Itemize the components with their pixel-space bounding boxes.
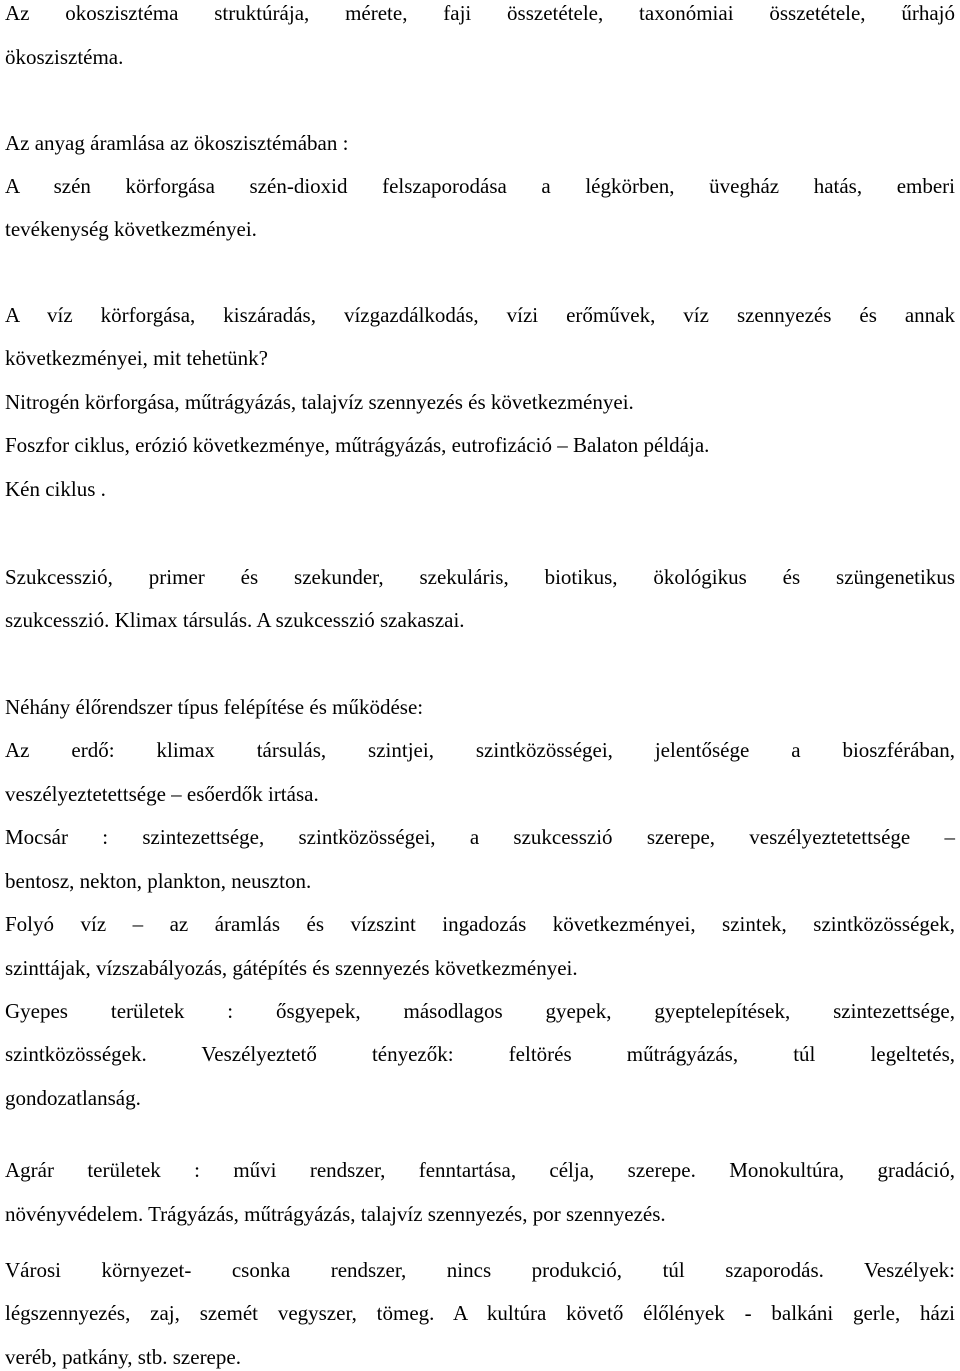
text-line: Agrár területek : művi rendszer, fenntartása, célja, szerepe. Monokultúra, gradáció, (5, 1158, 955, 1182)
text-line: Folyó víz – az áramlás és vízszint ingadozás következményei, szintek, szintközösségek, (5, 912, 955, 936)
text-line: Kén ciklus . (5, 477, 106, 501)
text-line: Nitrogén körforgása, műtrágyázás, talajvíz szennyezés és következményei. (5, 390, 634, 414)
text-line: szintközösségek. Veszélyeztető tényezők: feltörés műtrágyázás, túl legeltetés, (5, 1042, 955, 1066)
text-line: tevékenység következményei. (5, 217, 257, 241)
text-line: Szukcesszió, primer és szekunder, szekuláris, biotikus, ökológikus és szüngenetikus (5, 565, 955, 589)
text-line: szinttájak, vízszabályozás, gátépítés és szennyezés következményei. (5, 956, 578, 980)
text-line: Az erdő: klimax társulás, szintjei, szintközösségei, jelentősége a bioszférában, (5, 738, 955, 762)
text-line: Mocsár : szintezettsége, szintközösségei, a szukcesszió szerepe, veszélyeztetettsége – (5, 825, 955, 849)
text-line: légszennyezés, zaj, szemét vegyszer, tömeg. A kultúra követő élőlények - balkáni gerle, házi (5, 1301, 955, 1325)
text-line: veszélyeztetettsége – esőerdők irtása. (5, 782, 319, 806)
text-line: veréb, patkány, stb. szerepe. (5, 1345, 241, 1369)
text-line: A víz körforgása, kiszáradás, vízgazdálkodás, vízi erőművek, víz szennyezés és annak (5, 303, 955, 327)
text-line: Városi környezet- csonka rendszer, nincs produkció, túl szaporodás. Veszélyek: (5, 1258, 955, 1282)
text-line: ökoszisztéma. (5, 45, 124, 69)
text-line: növényvédelem. Trágyázás, műtrágyázás, talajvíz szennyezés, por szennyezés. (5, 1202, 666, 1226)
text-line: A szén körforgása szén-dioxid felszaporodása a légkörben, üvegház hatás, emberi (5, 174, 955, 198)
text-line: Gyepes területek : ősgyepek, másodlagos gyepek, gyeptelepítések, szintezettsége, (5, 999, 955, 1023)
text-line: gondozatlanság. (5, 1086, 141, 1110)
text-line: Foszfor ciklus, erózió következménye, műtrágyázás, eutrofizáció – Balaton példája. (5, 433, 710, 457)
text-line: Az anyag áramlása az ökoszisztémában : (5, 131, 349, 155)
text-line: Néhány élőrendszer típus felépítése és működése: (5, 695, 424, 719)
text-line: Az okoszisztéma struktúrája, mérete, faji összetétele, taxonómiai összetétele, űrhajó (5, 1, 955, 25)
text-line: szukcesszió. Klimax társulás. A szukcesszió szakaszai. (5, 608, 465, 632)
text-line: bentosz, nekton, plankton, neuszton. (5, 869, 312, 893)
text-line: következményei, mit tehetünk? (5, 346, 268, 370)
